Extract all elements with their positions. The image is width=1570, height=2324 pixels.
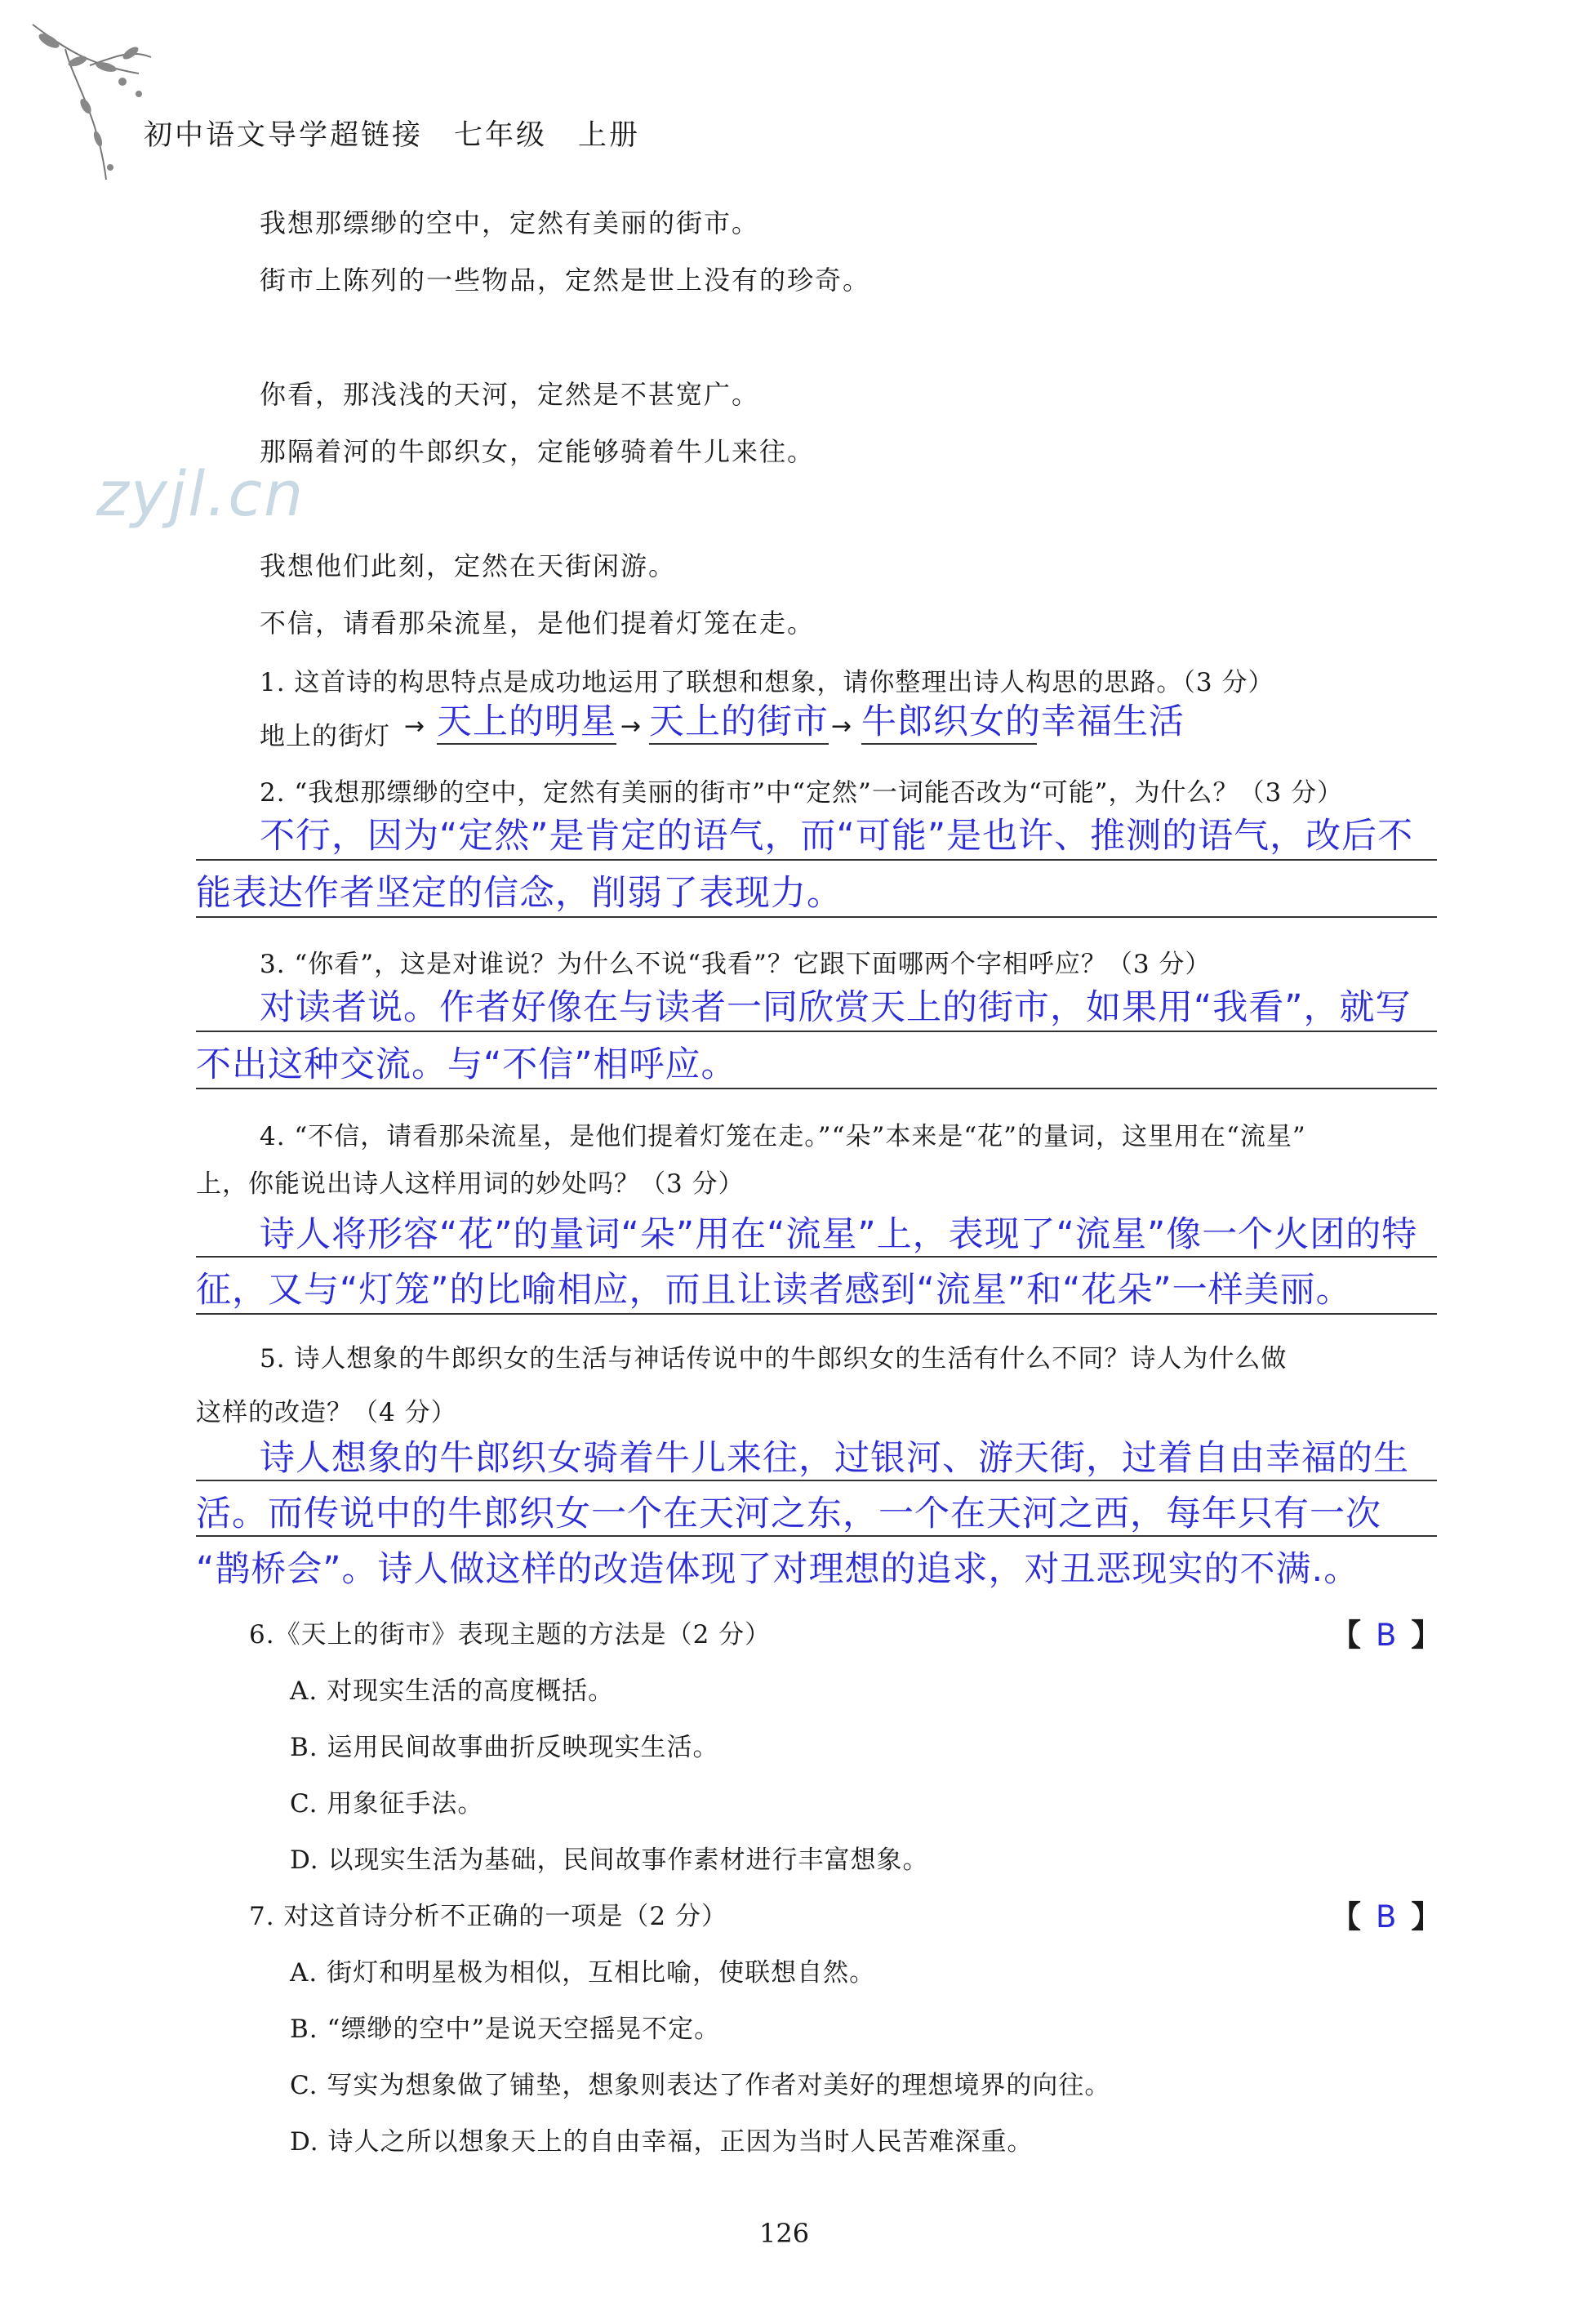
answer-line <box>196 1535 1437 1537</box>
answer-text: 诗人将形容“花”的量词“朵”用在“流星”上，表现了“流星”像一个火团的特 <box>260 1214 1418 1255</box>
answer-line <box>437 743 616 745</box>
answer-text: 征，又与“灯笼”的比喻相应，而且让读者感到“流星”和“花朵”一样美丽。 <box>196 1270 1352 1311</box>
poem-line: 你看，那浅浅的天河，定然是不甚宽广。 <box>260 379 760 410</box>
page-number: 126 <box>759 2218 810 2249</box>
watermark: zyjl.cn <box>96 457 305 530</box>
option: C. 写实为想象做了铺垫，想象则表达了作者对美好的理想境界的向往。 <box>290 2071 1111 2100</box>
poem-line: 我想那缥缈的空中，定然有美丽的街市。 <box>260 207 760 238</box>
answer-text: 不出这种交流。与“不信”相呼应。 <box>196 1044 737 1085</box>
option: A. 街灯和明星极为相似，互相比喻，使联想自然。 <box>290 1958 876 1988</box>
question-2: 2. “我想那缥缈的空中，定然有美丽的街市”中“定然”一词能否改为“可能”，为什么？（3 分） <box>260 778 1344 808</box>
question-6: 6.《天上的街市》表现主题的方法是（2 分） <box>249 1620 772 1650</box>
answer-blank: 天上的街市 <box>649 701 829 742</box>
answer-text: 诗人想象的牛郎织女骑着牛儿来往，过银河、游天街，过着自由幸福的生 <box>260 1438 1409 1479</box>
option: A. 对现实生活的高度概括。 <box>290 1676 615 1706</box>
answer-choice: B <box>1376 1899 1397 1934</box>
arrow-right-icon: → <box>404 712 425 741</box>
poem-line: 不信，请看那朵流星，是他们提着灯笼在走。 <box>260 608 816 639</box>
poem-line: 我想他们此刻，定然在天街闲游。 <box>260 550 677 581</box>
question-4: 上，你能说出诗人这样用词的妙处吗？（3 分） <box>196 1169 745 1199</box>
answer-line <box>196 916 1437 918</box>
answer-text: 不行，因为“定然”是肯定的语气，而“可能”是也许、推测的语气，改后不 <box>260 816 1414 857</box>
option: B. “缥缈的空中”是说天空摇晃不定。 <box>290 2015 721 2044</box>
arrow-right-icon: → <box>620 712 642 741</box>
answer-text: “鹊桥会”。诗人做这样的改造体现了对理想的追求，对丑恶现实的不满.。 <box>196 1549 1360 1590</box>
answer-line <box>196 1313 1437 1315</box>
answer-line <box>196 1256 1437 1258</box>
answer-line <box>649 743 829 745</box>
option: D. 诗人之所以想象天上的自由幸福，正因为当时人民苦难深重。 <box>290 2127 1034 2157</box>
question-5: 5. 诗人想象的牛郎织女的生活与神话传说中的牛郎织女的生活有什么不同？诗人为什么做 <box>260 1344 1288 1373</box>
answer-text: 对读者说。作者好像在与读者一同欣赏天上的街市，如果用“我看”，就写 <box>260 987 1412 1028</box>
question-5: 这样的改造？（4 分） <box>196 1398 457 1427</box>
answer-choice: B <box>1376 1618 1397 1653</box>
branch-decoration-icon <box>16 16 163 204</box>
question-7: 7. 对这首诗分析不正确的一项是（2 分） <box>249 1902 728 1931</box>
answer-line <box>861 743 1037 745</box>
answer-line <box>196 859 1437 861</box>
question-4: 4. “不信，请看那朵流星，是他们提着灯笼在走。”“朵”本来是“花”的量词，这里用在“流星” <box>260 1122 1306 1151</box>
poem-line: 那隔着河的牛郎织女，定能够骑着牛儿来往。 <box>260 436 816 467</box>
option: C. 用象征手法。 <box>290 1789 484 1819</box>
answer-line <box>196 1031 1437 1032</box>
flow-start: 地上的街灯 <box>260 722 390 751</box>
book-header: 初中语文导学超链接 七年级 上册 <box>144 119 641 152</box>
answer-bracket: 【 B 】 <box>1331 1618 1442 1653</box>
answer-blank: 牛郎织女的幸福生活 <box>861 701 1185 742</box>
answer-text: 活。而传说中的牛郎织女一个在天河之东，一个在天河之西，每年只有一次 <box>196 1494 1381 1534</box>
arrow-right-icon: → <box>831 712 852 741</box>
answer-text: 能表达作者坚定的信念，削弱了表现力。 <box>196 873 843 914</box>
answer-line <box>196 1480 1437 1481</box>
answer-blank: 天上的明星 <box>437 701 616 742</box>
option: B. 运用民间故事曲折反映现实生活。 <box>290 1733 719 1762</box>
answer-line <box>196 1088 1437 1089</box>
question-1: 1. 这首诗的构思特点是成功地运用了联想和想象，请你整理出诗人构思的思路。（3 分） <box>260 668 1274 697</box>
answer-bracket: 【 B 】 <box>1331 1899 1442 1934</box>
poem-line: 街市上陈列的一些物品，定然是世上没有的珍奇。 <box>260 265 871 296</box>
question-3: 3. “你看”，这是对谁说？为什么不说“我看”？它跟下面哪两个字相呼应？（3 分） <box>260 950 1212 979</box>
option: D. 以现实生活为基础，民间故事作素材进行丰富想象。 <box>290 1845 929 1875</box>
